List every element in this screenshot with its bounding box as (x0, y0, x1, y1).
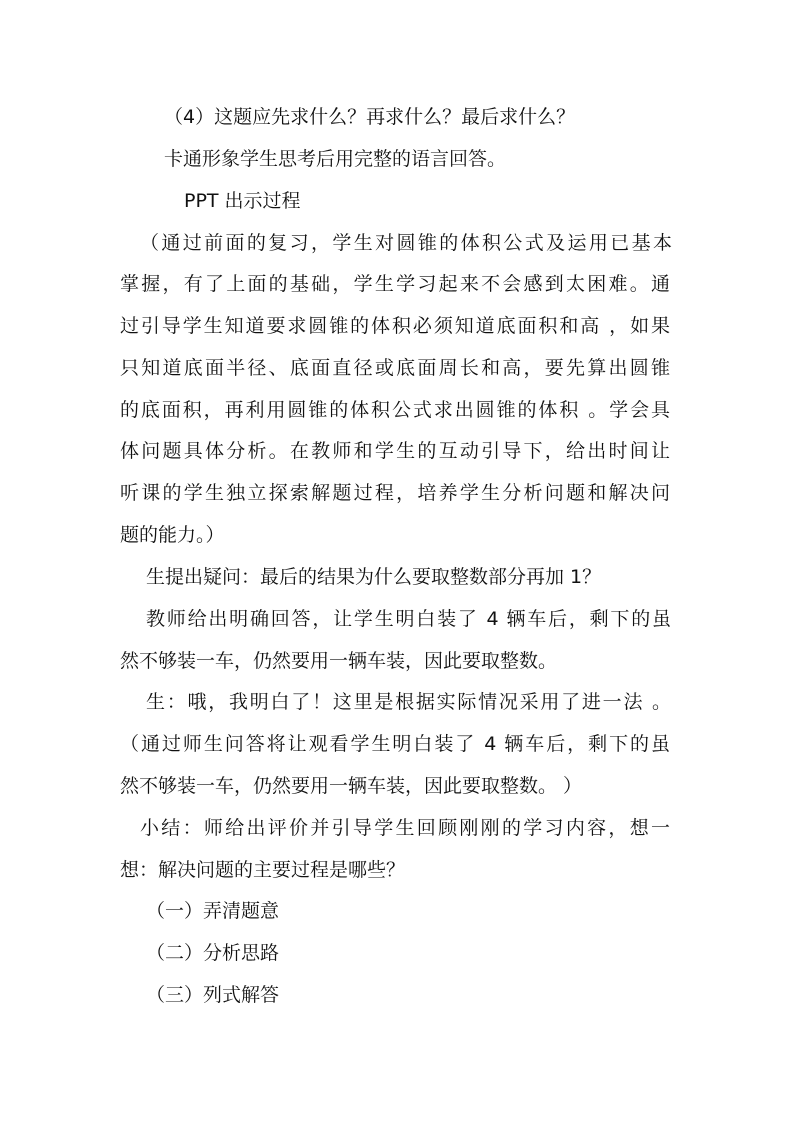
step-3: （三）列式解答 (146, 984, 280, 1006)
student-understanding-line: 生：哦，我明白了！这里是根据实际情况采用了进一法 。 (146, 691, 671, 713)
teacher-answer-line: 然不够装一车，仍然要用一辆车装，因此要取整数。 (120, 650, 558, 672)
summary-line: 想：解决问题的主要过程是哪些？ (120, 859, 406, 881)
paragraph-line: 过引导学生知道要求圆锥的体积必须知道底面积和高 ，如果 (120, 315, 670, 337)
paragraph-line: 只知道底面半径、底面直径或底面周长和高，要先算出圆锥 (120, 357, 670, 379)
paragraph-line: 掌握，有了上面的基础，学生学习起来不会感到太困难。通 (120, 273, 670, 295)
step-2: （二）分析思路 (146, 942, 280, 964)
question-4-line: （4）这题应先求什么？再求什么？最后求什么？ (164, 106, 576, 128)
paragraph-line: 然不够装一车，仍然要用一辆车装，因此要取整数。 ） (120, 775, 583, 797)
student-question-line: 生提出疑问：最后的结果为什么要取整数部分再加 1？ (146, 566, 602, 588)
paragraph-line: 听课的学生独立探索解题过程，培养学生分析问题和解决问 (120, 482, 670, 504)
student-answer-instruction: 卡通形象学生思考后用完整的语言回答。 (164, 148, 507, 170)
paragraph-line: （通过师生问答将让观看学生明白装了 4 辆车后，剩下的虽 (120, 733, 670, 755)
paragraph-line: 题的能力。） (120, 524, 225, 546)
teacher-answer-line: 教师给出明确回答，让学生明白装了 4 辆车后，剩下的虽 (146, 608, 671, 630)
summary-line: 小结：师给出评价并引导学生回顾刚刚的学习内容，想一 (140, 817, 670, 839)
paragraph-line: 的底面积，再利用圆锥的体积公式求出圆锥的体积 。学会具 (120, 399, 670, 421)
paragraph-line: （通过前面的复习，学生对圆锥的体积公式及运用已基本 (140, 232, 672, 254)
paragraph-line: 体问题具体分析。在教师和学生的互动引导下，给出时间让 (120, 440, 670, 462)
step-1: （一）弄清题意 (146, 900, 280, 922)
ppt-process-label: PPT 出示过程 (184, 190, 301, 212)
